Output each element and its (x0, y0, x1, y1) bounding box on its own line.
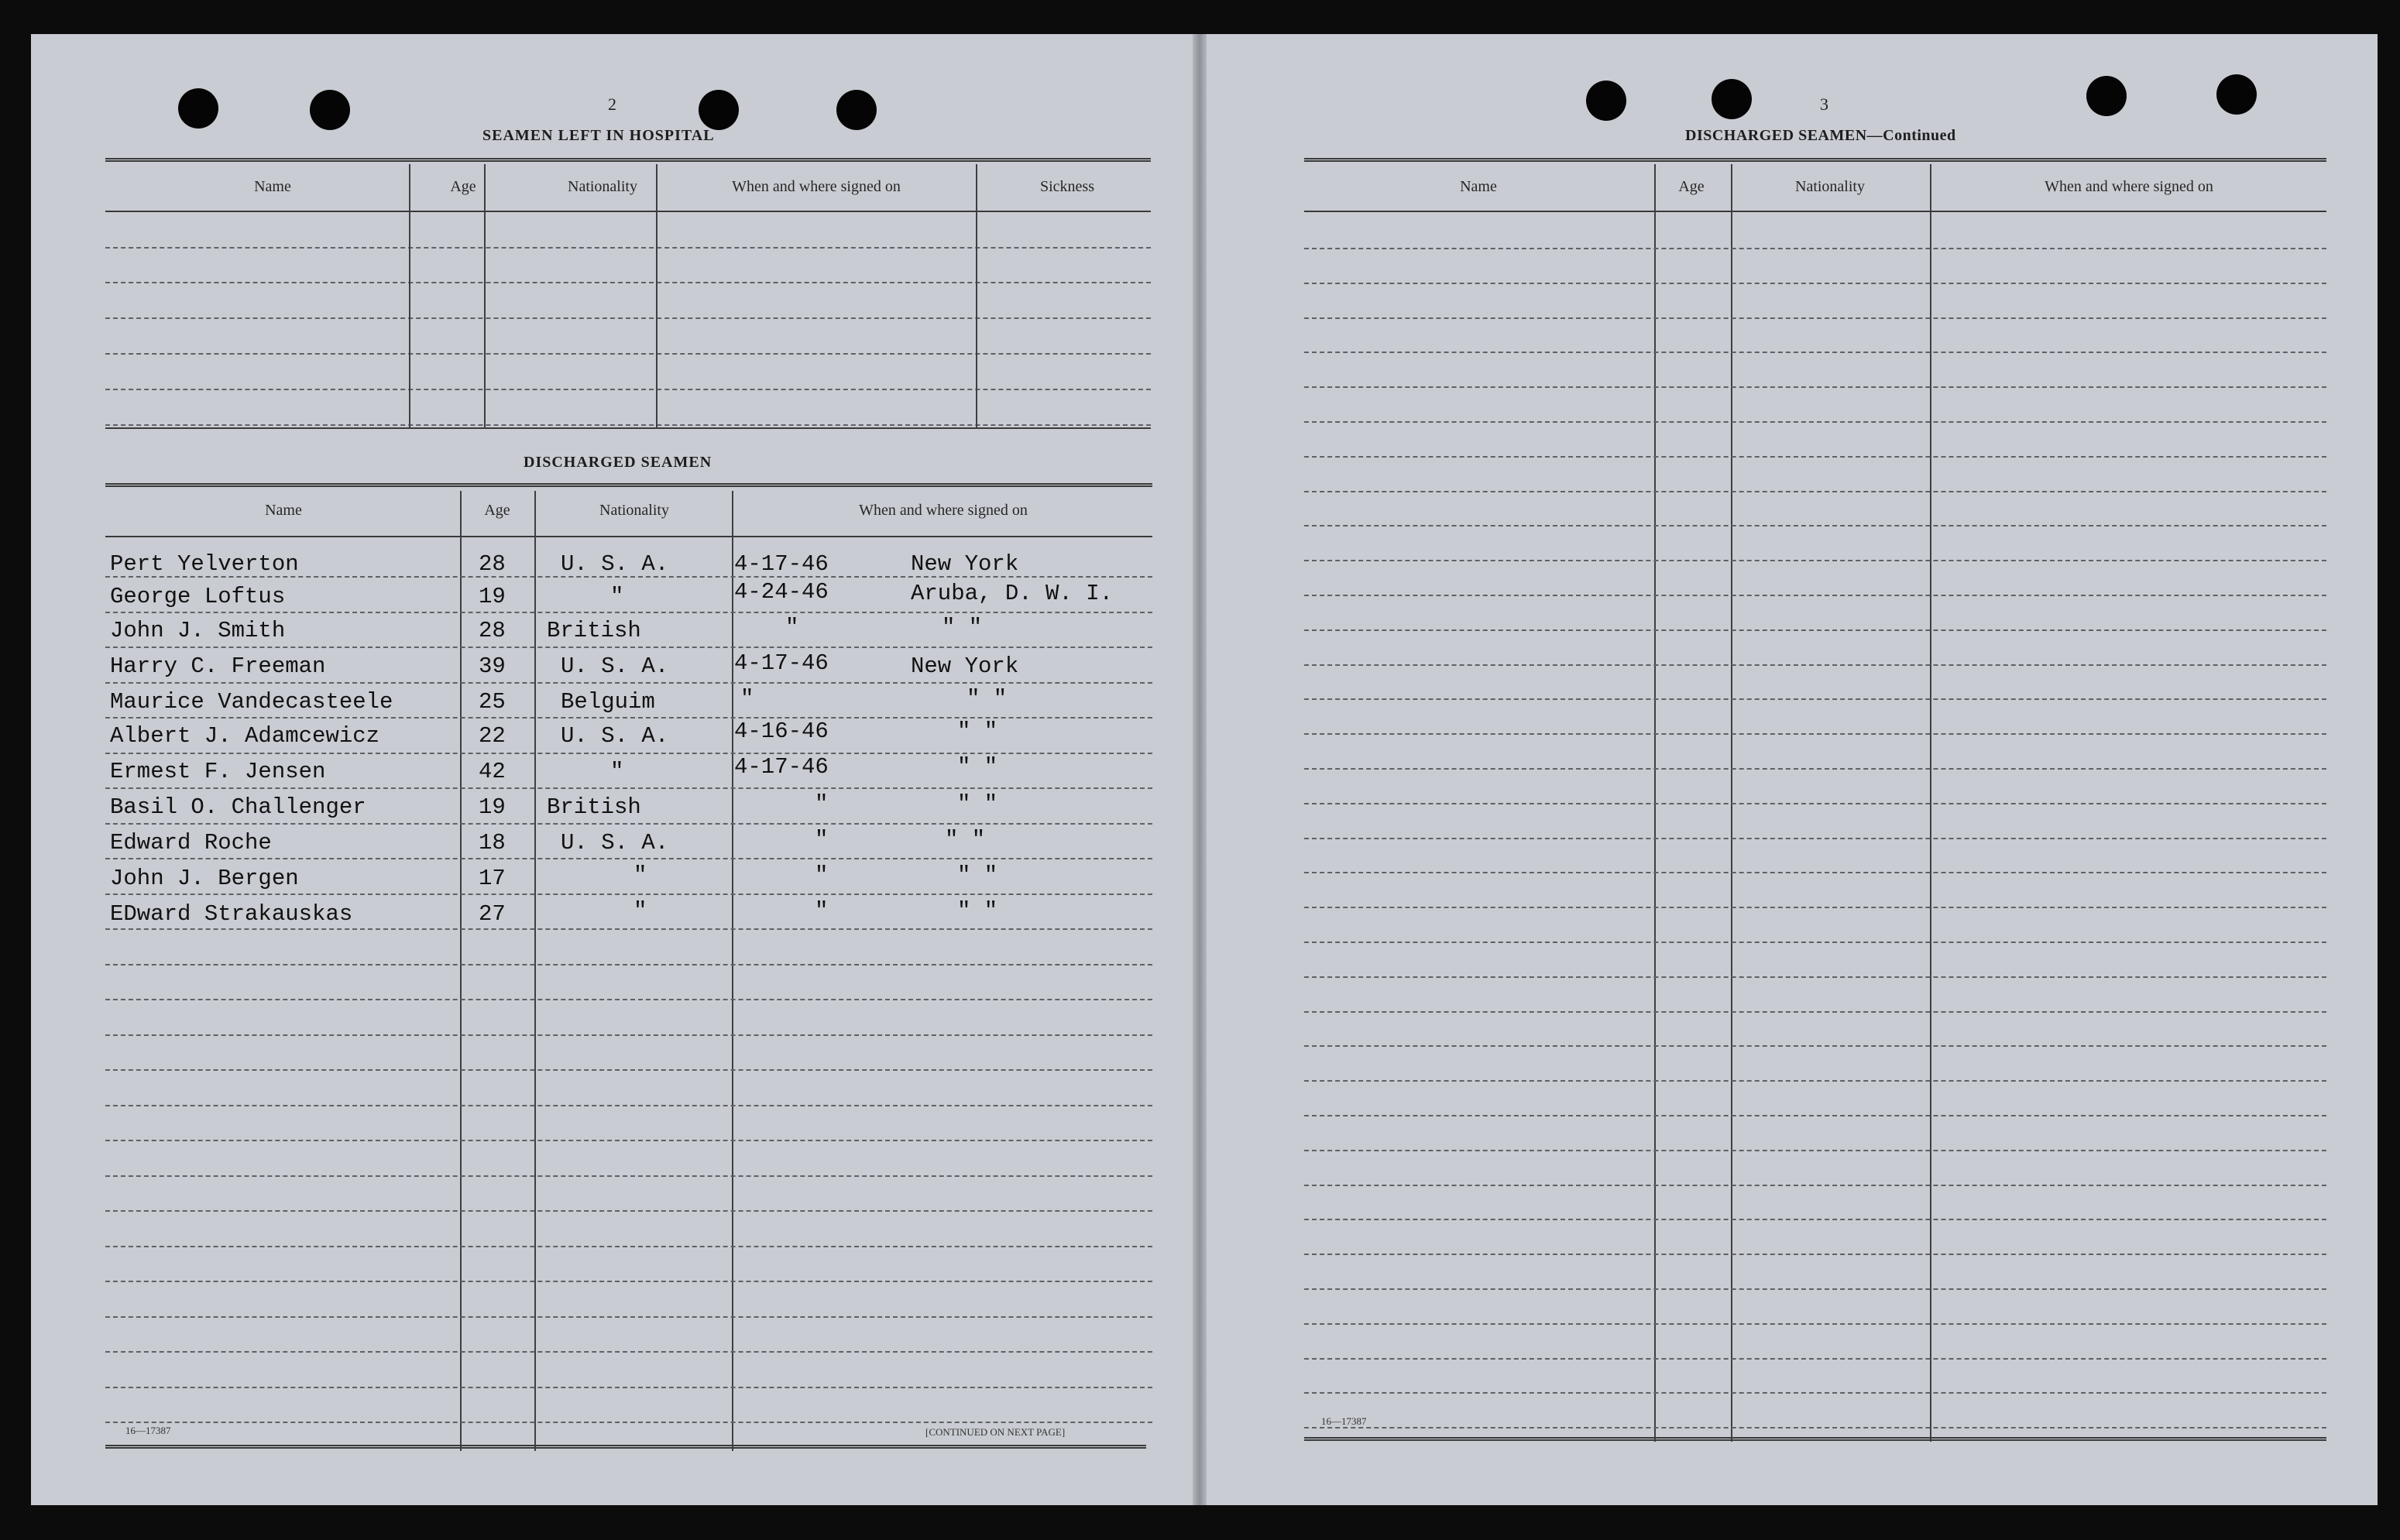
cell-nationality: British (547, 794, 641, 820)
row-line (105, 999, 1152, 1000)
cell-nationality: " (610, 759, 624, 784)
cell-age: 17 (479, 866, 506, 891)
row-line (105, 647, 1152, 648)
row-line (105, 1140, 1152, 1141)
cell-nationality: U. S. A. (561, 723, 669, 749)
cell-nationality: British (547, 618, 641, 643)
cell-date: 4-17-46 (734, 754, 829, 780)
row-line (1304, 1185, 2326, 1186)
cell-place: Aruba, D. W. I. (911, 581, 1114, 606)
row-line (105, 1387, 1152, 1388)
row-line (1304, 1358, 2326, 1360)
col-head-age: Age (484, 502, 510, 519)
row-line (1304, 872, 2326, 873)
row-line (105, 317, 1151, 319)
punch-hole (2086, 76, 2127, 116)
row-line (1304, 941, 2326, 943)
cell-name: Basil O. Challenger (110, 794, 366, 820)
punch-hole (1712, 79, 1752, 119)
left-page (31, 34, 1193, 1505)
row-line (1304, 664, 2326, 666)
cell-name: George Loftus (110, 584, 286, 609)
row-line (1304, 1150, 2326, 1151)
discharged-continued-title: DISCHARGED SEAMEN—Continued (1685, 127, 1956, 144)
col-head-nationality: Nationality (1795, 178, 1865, 195)
cell-nationality: " (633, 898, 647, 924)
page-fold (1193, 34, 1207, 1505)
cell-name: Pert Yelverton (110, 551, 299, 577)
cell-place: " " (942, 615, 983, 640)
row-line (1304, 560, 2326, 561)
row-line (1304, 1323, 2326, 1325)
cell-age: 28 (479, 551, 506, 577)
row-line (105, 1422, 1152, 1423)
row-line (1304, 595, 2326, 596)
row-line (1304, 491, 2326, 492)
cell-name: Harry C. Freeman (110, 653, 326, 679)
row-line (1304, 1392, 2326, 1394)
col-line (460, 491, 462, 1451)
cell-date: " (815, 791, 829, 817)
table-bottom-rule (105, 1445, 1146, 1449)
row-line (105, 247, 1151, 249)
cell-age: 22 (479, 723, 506, 749)
row-line (1304, 456, 2326, 458)
row-line (105, 682, 1152, 684)
cell-name: Ermest F. Jensen (110, 759, 326, 784)
row-line (105, 1105, 1152, 1106)
row-line (1304, 838, 2326, 839)
row-line (105, 1351, 1152, 1353)
table-top-rule (105, 158, 1151, 162)
cell-place: " " (957, 791, 998, 817)
row-line (105, 389, 1151, 390)
col-line (484, 164, 486, 429)
continued-note: [CONTINUED ON NEXT PAGE] (925, 1426, 1066, 1438)
cell-name: EDward Strakauskas (110, 901, 353, 927)
cell-age: 19 (479, 794, 506, 820)
col-head-age: Age (450, 178, 476, 195)
cell-age: 27 (479, 901, 506, 927)
row-line (105, 424, 1151, 426)
cell-age: 28 (479, 618, 506, 643)
row-line (105, 928, 1152, 930)
table-top-rule (105, 483, 1152, 487)
row-line (1304, 1254, 2326, 1255)
cell-place: New York (911, 653, 1019, 679)
row-line (1304, 768, 2326, 770)
col-head-nationality: Nationality (568, 178, 637, 195)
row-line (1304, 1080, 2326, 1082)
punch-hole (836, 90, 877, 130)
row-line (105, 612, 1152, 613)
cell-place: " " (957, 754, 998, 780)
col-head-signed-on: When and where signed on (859, 502, 1028, 519)
cell-name: John J. Bergen (110, 866, 299, 891)
row-line (1304, 1427, 2326, 1429)
cell-date: 4-16-46 (734, 719, 829, 744)
cell-age: 25 (479, 689, 506, 715)
row-line (1304, 1288, 2326, 1290)
cell-age: 19 (479, 584, 506, 609)
cell-nationality: " (610, 584, 624, 609)
table-bottom-rule (1304, 1437, 2326, 1441)
row-line (1304, 803, 2326, 804)
cell-name: John J. Smith (110, 618, 286, 643)
row-line (1304, 352, 2326, 353)
row-line (105, 1281, 1152, 1282)
cell-name: Edward Roche (110, 830, 272, 856)
cell-place: " " (957, 719, 998, 744)
right-page (1207, 34, 2378, 1505)
col-head-sickness: Sickness (1040, 178, 1094, 195)
row-line (1304, 386, 2326, 388)
row-line (1304, 283, 2326, 284)
cell-date: " (815, 827, 829, 852)
row-line (1304, 629, 2326, 631)
col-head-age: Age (1678, 178, 1705, 195)
header-rule (105, 211, 1151, 212)
row-line (1304, 1011, 2326, 1013)
punch-hole (178, 88, 218, 129)
form-code: 16—17387 (1321, 1415, 1367, 1427)
col-line (409, 164, 410, 429)
document-sheet (31, 34, 2378, 1505)
row-line (1304, 1045, 2326, 1047)
row-line (105, 1316, 1152, 1318)
col-line (732, 491, 733, 1451)
row-line (1304, 525, 2326, 526)
row-line (105, 1034, 1152, 1036)
col-head-signed-on: When and where signed on (2045, 178, 2213, 195)
col-head-name: Name (1460, 178, 1497, 195)
row-line (1304, 1219, 2326, 1220)
cell-nationality: U. S. A. (561, 551, 669, 577)
form-code: 16—17387 (125, 1425, 171, 1436)
cell-name: Maurice Vandecasteele (110, 689, 393, 715)
cell-place: New York (911, 551, 1019, 577)
discharged-section-title: DISCHARGED SEAMEN (524, 454, 712, 471)
hospital-section-title: SEAMEN LEFT IN HOSPITAL (482, 127, 715, 144)
row-line (105, 823, 1152, 825)
row-line (105, 282, 1151, 283)
row-line (1304, 907, 2326, 908)
punch-hole (699, 90, 739, 130)
row-line (1304, 317, 2326, 319)
cell-place: " " (945, 827, 986, 852)
page-number: 3 (1820, 94, 1828, 114)
cell-date: " (785, 615, 799, 640)
cell-date: " (815, 863, 829, 888)
row-line (1304, 733, 2326, 735)
header-rule (105, 536, 1152, 537)
col-line (656, 164, 658, 429)
col-head-signed-on: When and where signed on (732, 178, 901, 195)
col-head-name: Name (265, 502, 302, 519)
row-line (105, 964, 1152, 966)
row-line (1304, 698, 2326, 700)
cell-nationality: U. S. A. (561, 653, 669, 679)
row-line (1304, 1115, 2326, 1116)
row-line (1304, 421, 2326, 423)
row-line (105, 893, 1152, 895)
punch-hole (2216, 74, 2257, 115)
cell-age: 42 (479, 759, 506, 784)
row-line (105, 1069, 1152, 1071)
cell-nationality: U. S. A. (561, 830, 669, 856)
col-head-name: Name (254, 178, 291, 195)
header-rule (1304, 211, 2326, 212)
table-bottom-rule (105, 427, 1151, 429)
cell-date: " (740, 686, 754, 712)
cell-date: 4-17-46 (734, 551, 829, 577)
punch-hole (310, 90, 350, 130)
row-line (1304, 248, 2326, 249)
cell-name: Albert J. Adamcewicz (110, 723, 380, 749)
row-line (105, 787, 1152, 789)
col-line (534, 491, 536, 1451)
cell-date: 4-24-46 (734, 579, 829, 605)
cell-nationality: " (633, 863, 647, 888)
row-line (105, 1175, 1152, 1177)
page-number: 2 (608, 94, 616, 114)
cell-age: 18 (479, 830, 506, 856)
row-line (105, 1210, 1152, 1212)
cell-age: 39 (479, 653, 506, 679)
cell-place: " " (967, 686, 1008, 712)
cell-nationality: Belguim (561, 689, 655, 715)
punch-hole (1586, 81, 1626, 121)
row-line (105, 858, 1152, 859)
row-line (1304, 976, 2326, 978)
cell-place: " " (957, 898, 998, 924)
cell-place: " " (957, 863, 998, 888)
table-top-rule (1304, 158, 2326, 162)
row-line (105, 1246, 1152, 1247)
col-head-nationality: Nationality (599, 502, 669, 519)
cell-date: " (815, 898, 829, 924)
row-line (105, 353, 1151, 355)
cell-date: 4-17-46 (734, 650, 829, 676)
col-line (976, 164, 977, 429)
